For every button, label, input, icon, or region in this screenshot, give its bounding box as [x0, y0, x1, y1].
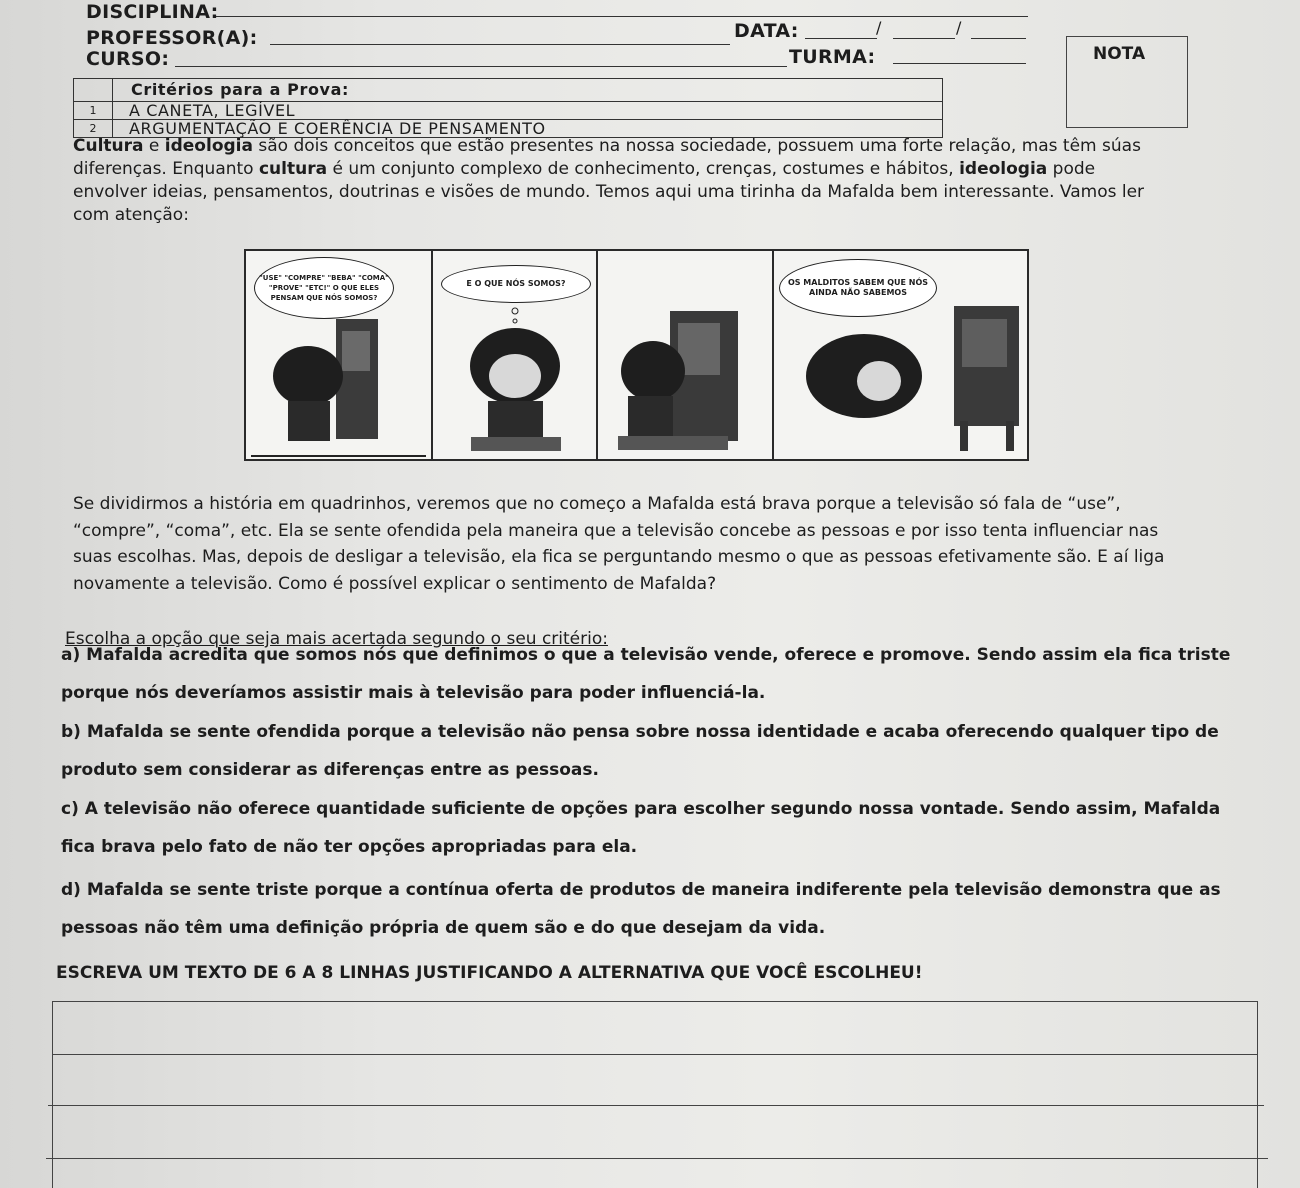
story-paragraph — [73, 491, 1223, 597]
speech-bubble: OS MALDITOS SABEM QUE NÓS AINDA NÃO SABEMOS — [779, 259, 937, 317]
date-month-field[interactable] — [893, 38, 955, 39]
intro-line: Cultura e ideologia são dois conceitos que estão presentes na nossa sociedade, possuem uma forte relação, mas têm súas — [73, 136, 1141, 156]
mafalda-comic-strip — [244, 249, 1029, 461]
story-line: novamente a televisão. Como é possível explicar o sentimento de Mafalda? — [73, 573, 717, 594]
criteria-header-row — [74, 79, 942, 102]
intro-line: com atenção: — [73, 205, 189, 225]
professor-label: PROFESSOR(A): — [86, 27, 258, 49]
option-d[interactable]: d) Mafalda se sente triste porque a contínua oferta de produtos de maneira indiferente pela televisão demonstra que as pessoas não têm uma definição própria de quem são e do que desejam da vida. — [61, 880, 1221, 938]
curso-label: CURSO: — [86, 48, 170, 70]
comic-panel-2 — [433, 251, 598, 459]
turma-field[interactable] — [893, 63, 1026, 64]
intro-paragraph — [73, 135, 1203, 227]
speech-bubble: E O QUE NÓS SOMOS? — [441, 265, 591, 303]
disciplina-field[interactable] — [216, 16, 1028, 17]
answer-box-left-edge — [52, 1001, 53, 1188]
question-instruction: Escolha a opção que seja mais acertada segundo o seu critério: — [65, 629, 608, 649]
comic-panel-4 — [774, 251, 1027, 459]
answer-line[interactable] — [46, 1158, 1268, 1159]
criteria-number: 1 — [74, 102, 113, 119]
criteria-number: 2 — [74, 120, 113, 137]
criteria-table — [73, 78, 943, 138]
date-day-field[interactable] — [805, 38, 877, 39]
answer-box-right-edge — [1257, 1001, 1258, 1188]
answer-line[interactable] — [52, 1054, 1258, 1055]
criteria-title: Critérios para a Prova: — [131, 80, 349, 99]
criteria-row — [74, 102, 942, 120]
comic-panel-1 — [246, 251, 433, 459]
date-separator: / — [956, 18, 962, 37]
intro-line: envolver ideias, pensamentos, doutrinas e visões de mundo. Temos aqui uma tirinha da Mafalda bem interessante. Vamos ler — [73, 182, 1145, 202]
option-b[interactable]: b) Mafalda se sente ofendida porque a televisão não pensa sobre nossa identidade e acaba oferecendo qualquer tipo de produto sem considerar as diferenças entre as pessoas. — [61, 722, 1219, 780]
write-prompt: ESCREVA UM TEXTO DE 6 A 8 LINHAS JUSTIFICANDO A ALTERNATIVA QUE VOCÊ ESCOLHEU! — [56, 963, 923, 983]
speech-bubble: "USE" "COMPRE" "BEBA" "COMA" "PROVE" "ETC!" O QUE ELES PENSAM QUE NÓS SOMOS? — [254, 257, 394, 319]
answer-line[interactable] — [48, 1105, 1264, 1106]
mafalda-tv-off-drawing — [598, 251, 774, 459]
intro-line: diferenças. Enquanto cultura é um conjunto complexo de conhecimento, crenças, costumes e hábitos, ideologia pode — [73, 159, 1096, 179]
option-c[interactable]: c) A televisão não oferece quantidade suficiente de opções para escolher segundo nossa vontade. Sendo assim, Mafalda fica brava pelo fato de não ter opções apropriadas para ela. — [61, 799, 1221, 857]
disciplina-label: DISCIPLINA: — [86, 1, 219, 23]
mafalda-tv-drawing — [246, 251, 433, 459]
comic-panel-3 — [598, 251, 774, 459]
answer-line[interactable] — [52, 1001, 1258, 1002]
turma-label: TURMA: — [789, 46, 876, 68]
story-line: Se dividirmos a história em quadrinhos, veremos que no começo a Mafalda está brava porque a televisão só fala de “use”, — [73, 494, 1121, 514]
criteria-text: A CANETA, LEGÍVEL — [129, 101, 296, 120]
data-label: DATA: — [734, 20, 799, 42]
story-line: suas escolhas. Mas, depois de desligar a televisão, ela fica se perguntando mesmo o que as pessoas efetivamente são. E aí liga — [73, 547, 1165, 567]
mafalda-angry-drawing — [774, 251, 1027, 459]
professor-field[interactable] — [270, 44, 730, 45]
story-line: “compre”, “coma”, etc. Ela se sente ofendida pela maneira que a televisão concebe as pessoas e por isso tenta influenciar nas — [73, 520, 1159, 541]
criteria-text: ARGUMENTAÇÃO E COERÊNCIA DE PENSAMENTO — [129, 119, 546, 138]
date-separator: / — [876, 18, 882, 37]
option-a[interactable]: a) Mafalda acredita que somos nós que definimos o que a televisão vende, oferece e promove. Sendo assim ela fica triste porque nós deveríamos assistir mais à televisão para poder influenciá-la. — [61, 645, 1231, 703]
mafalda-thinking-drawing — [433, 251, 598, 459]
nota-label: NOTA — [1093, 44, 1146, 64]
date-year-field[interactable] — [971, 38, 1026, 39]
curso-field[interactable] — [175, 66, 787, 67]
